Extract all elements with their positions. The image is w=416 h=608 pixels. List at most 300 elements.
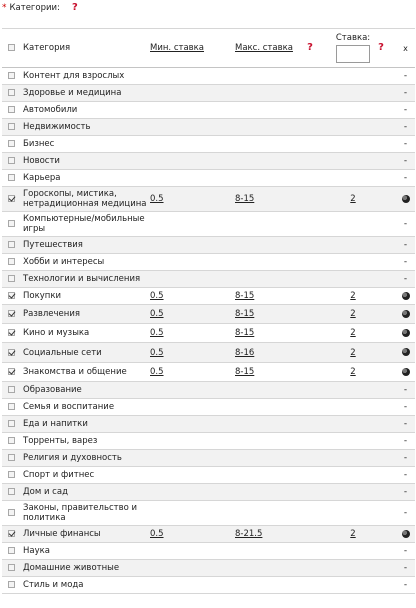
spacer-cell (376, 237, 396, 254)
dash-marker: - (403, 453, 408, 463)
table-row[interactable] (2, 560, 415, 577)
spacer-cell (376, 450, 396, 467)
min-bid-cell (150, 305, 235, 324)
min-bid-cell (150, 433, 235, 450)
bid-cell (330, 324, 376, 343)
row-checkbox-cell (2, 288, 19, 305)
spacer-cell (376, 416, 396, 433)
min-bid-cell (150, 467, 235, 484)
spacer-cell (305, 271, 330, 288)
row-end-cell (396, 136, 415, 153)
category-checkbox[interactable] (8, 310, 15, 317)
spacer-cell (376, 212, 396, 237)
table-row[interactable] (2, 363, 415, 382)
spacer-cell (305, 433, 330, 450)
row-checkbox-cell (2, 85, 19, 102)
max-bid-cell (235, 484, 305, 501)
spacer-cell (376, 102, 396, 119)
dash-marker: - (403, 105, 408, 115)
category-checkbox[interactable] (8, 437, 15, 444)
dash-marker: - (403, 508, 408, 518)
category-checkbox[interactable] (8, 157, 15, 164)
category-checkbox[interactable] (8, 258, 15, 265)
row-end-cell (396, 102, 415, 119)
max-bid-cell (235, 68, 305, 85)
globe-icon[interactable] (402, 195, 410, 203)
min-bid-cell (150, 170, 235, 187)
min-bid-cell (150, 237, 235, 254)
spacer-cell (305, 212, 330, 237)
row-checkbox-cell (2, 363, 19, 382)
spacer-cell (305, 501, 330, 526)
category-checkbox[interactable] (8, 241, 15, 248)
max-bid-cell (235, 136, 305, 153)
dash-marker: - (403, 219, 408, 229)
header-help (305, 29, 330, 68)
bid-link[interactable]: 2 (350, 529, 356, 539)
table-row[interactable] (2, 305, 415, 324)
bid-cell (330, 305, 376, 324)
category-name: Компьютерные/мобильные игры (19, 212, 150, 237)
row-end-cell (396, 324, 415, 343)
bid-cell (330, 543, 376, 560)
header-remove[interactable]: x (396, 29, 415, 68)
table-row[interactable] (2, 119, 415, 136)
table-row[interactable] (2, 288, 415, 305)
bid-cell (330, 433, 376, 450)
category-name: Личные финансы (19, 526, 150, 543)
bid-link[interactable]: 2 (350, 194, 356, 204)
category-checkbox[interactable] (8, 106, 15, 113)
category-name: Домашние животные (19, 560, 150, 577)
max-bid-cell (235, 543, 305, 560)
row-checkbox-cell (2, 467, 19, 484)
bid-cell (330, 237, 376, 254)
max-bid-cell (235, 212, 305, 237)
bid-all-input[interactable] (336, 45, 370, 63)
spacer-cell (376, 254, 396, 271)
spacer-cell (376, 119, 396, 136)
min-bid-cell (150, 271, 235, 288)
max-bid-cell (235, 399, 305, 416)
row-end-cell (396, 501, 415, 526)
table-row[interactable] (2, 399, 415, 416)
spacer-cell (376, 170, 396, 187)
row-checkbox-cell (2, 577, 19, 594)
table-row[interactable] (2, 501, 415, 526)
max-bid-cell (235, 433, 305, 450)
table-row[interactable] (2, 382, 415, 399)
table-row[interactable] (2, 416, 415, 433)
dash-marker: - (403, 487, 408, 497)
dash-marker: - (403, 580, 408, 590)
category-name: Развлечения (19, 305, 150, 324)
max-bid-cell (235, 102, 305, 119)
min-bid-link[interactable]: 0.5 (150, 291, 164, 301)
header-min-bid (150, 29, 235, 68)
spacer-cell (305, 484, 330, 501)
dash-marker: - (403, 419, 408, 429)
spacer-cell (376, 271, 396, 288)
category-checkbox[interactable] (8, 292, 15, 299)
row-checkbox-cell (2, 170, 19, 187)
header-max-bid (235, 29, 305, 68)
row-checkbox-cell (2, 305, 19, 324)
category-checkbox[interactable] (8, 547, 15, 554)
header-bid (330, 29, 376, 68)
max-bid-cell (235, 288, 305, 305)
spacer-cell (376, 543, 396, 560)
help-icon[interactable]: ? (378, 42, 384, 53)
category-checkbox[interactable] (8, 471, 15, 478)
bid-link[interactable]: 2 (350, 309, 356, 319)
category-name: Наука (19, 543, 150, 560)
row-checkbox-cell (2, 484, 19, 501)
max-bid-link[interactable]: 8-15 (235, 194, 255, 204)
row-end-cell (396, 187, 415, 212)
row-checkbox-cell (2, 187, 19, 212)
row-checkbox-cell (2, 543, 19, 560)
min-bid-cell (150, 288, 235, 305)
max-bid-cell (235, 187, 305, 212)
spacer-cell (305, 526, 330, 543)
max-bid-cell (235, 560, 305, 577)
table-row[interactable] (2, 271, 415, 288)
max-bid-cell (235, 324, 305, 343)
bid-cell (330, 153, 376, 170)
max-bid-cell (235, 271, 305, 288)
row-checkbox-cell (2, 399, 19, 416)
dash-marker: - (403, 139, 408, 149)
globe-icon[interactable] (402, 292, 410, 300)
min-bid-cell (150, 187, 235, 212)
min-bid-cell (150, 254, 235, 271)
spacer-cell (376, 526, 396, 543)
table-row[interactable] (2, 212, 415, 237)
row-end-cell (396, 153, 415, 170)
row-checkbox-cell (2, 343, 19, 363)
spacer-cell (305, 382, 330, 399)
table-row[interactable] (2, 170, 415, 187)
category-checkbox[interactable] (8, 386, 15, 393)
category-checkbox[interactable] (8, 140, 15, 147)
min-bid-cell (150, 102, 235, 119)
max-bid-cell (235, 254, 305, 271)
row-end-cell (396, 343, 415, 363)
categories-label: Категории: (9, 3, 60, 13)
spacer-cell (376, 501, 396, 526)
spacer-cell (305, 254, 330, 271)
max-bid-cell (235, 382, 305, 399)
table-row[interactable] (2, 577, 415, 594)
max-bid-link[interactable]: 8-16 (235, 347, 255, 358)
category-name: Карьера (19, 170, 150, 187)
min-bid-cell (150, 324, 235, 343)
bid-cell (330, 467, 376, 484)
spacer-cell (376, 577, 396, 594)
spacer-cell (376, 433, 396, 450)
spacer-cell (305, 85, 330, 102)
table-row[interactable] (2, 324, 415, 343)
help-icon[interactable]: ? (72, 2, 78, 13)
min-bid-cell (150, 119, 235, 136)
bid-cell (330, 343, 376, 363)
spacer-cell (376, 68, 396, 85)
max-bid-link[interactable]: 8-15 (235, 309, 255, 319)
max-bid-cell (235, 501, 305, 526)
category-checkbox[interactable] (8, 403, 15, 410)
category-name: Стиль и мода (19, 577, 150, 594)
min-bid-cell (150, 450, 235, 467)
dash-marker: - (403, 436, 408, 446)
min-bid-link[interactable]: 0.5 (150, 194, 164, 204)
dash-marker: - (403, 257, 408, 267)
spacer-cell (376, 343, 396, 363)
category-name: Семья и воспитание (19, 399, 150, 416)
row-checkbox-cell (2, 526, 19, 543)
globe-icon[interactable] (402, 368, 410, 376)
min-bid-cell (150, 363, 235, 382)
category-name: Кино и музыка (19, 324, 150, 343)
category-checkbox[interactable] (8, 488, 15, 495)
bid-link[interactable]: 2 (350, 291, 356, 301)
table-row[interactable] (2, 187, 415, 212)
header-bid-help (376, 29, 396, 68)
row-end-cell (396, 212, 415, 237)
category-checkbox[interactable] (8, 72, 15, 79)
spacer-cell (376, 382, 396, 399)
select-all-cell (2, 29, 19, 68)
select-all-checkbox[interactable] (8, 44, 15, 51)
min-bid-link[interactable]: 0.5 (150, 309, 164, 319)
row-checkbox-cell (2, 237, 19, 254)
bid-cell (330, 416, 376, 433)
row-checkbox-cell (2, 271, 19, 288)
category-checkbox[interactable] (8, 581, 15, 588)
max-bid-link[interactable]: 8-21.5 (235, 529, 263, 539)
max-bid-cell (235, 237, 305, 254)
category-name: Торренты, варез (19, 433, 150, 450)
table-row[interactable] (2, 526, 415, 543)
row-end-cell (396, 433, 415, 450)
dash-marker: - (403, 122, 408, 132)
row-checkbox-cell (2, 450, 19, 467)
dash-marker: - (403, 240, 408, 250)
header-category: Категория (19, 29, 150, 68)
max-bid-cell (235, 343, 305, 363)
row-end-cell (396, 467, 415, 484)
categories-table (2, 28, 415, 594)
row-end-cell (396, 450, 415, 467)
spacer-cell (305, 288, 330, 305)
table-row[interactable] (2, 237, 415, 254)
category-checkbox[interactable] (8, 89, 15, 96)
table-row[interactable] (2, 136, 415, 153)
spacer-cell (305, 399, 330, 416)
min-bid-cell (150, 543, 235, 560)
row-end-cell (396, 271, 415, 288)
categories-heading (2, 2, 80, 14)
category-checkbox[interactable] (8, 564, 15, 571)
bid-link[interactable]: 2 (350, 367, 356, 377)
table-row[interactable] (2, 450, 415, 467)
table-row[interactable] (2, 467, 415, 484)
bid-cell (330, 136, 376, 153)
categories-body (2, 68, 415, 594)
category-name: Хобби и интересы (19, 254, 150, 271)
spacer-cell (376, 136, 396, 153)
category-name: Религия и духовность (19, 450, 150, 467)
category-checkbox[interactable] (8, 123, 15, 130)
row-end-cell (396, 288, 415, 305)
globe-icon[interactable] (402, 310, 410, 318)
row-end-cell (396, 416, 415, 433)
category-name: Знакомства и общение (19, 363, 150, 382)
min-bid-link[interactable]: 0.5 (150, 328, 164, 338)
category-checkbox[interactable] (8, 174, 15, 181)
row-end-cell (396, 526, 415, 543)
spacer-cell (305, 68, 330, 85)
row-end-cell (396, 577, 415, 594)
min-bid-cell (150, 484, 235, 501)
row-end-cell (396, 254, 415, 271)
min-bid-link[interactable]: 0.5 (150, 347, 164, 358)
bid-cell (330, 68, 376, 85)
row-checkbox-cell (2, 119, 19, 136)
spacer-cell (376, 288, 396, 305)
max-bid-link[interactable]: 8-15 (235, 291, 255, 301)
min-bid-cell (150, 153, 235, 170)
bid-cell (330, 212, 376, 237)
row-checkbox-cell (2, 254, 19, 271)
min-bid-cell (150, 560, 235, 577)
category-checkbox[interactable] (8, 509, 15, 516)
required-mark: * (2, 3, 7, 13)
row-end-cell (396, 484, 415, 501)
dash-marker: - (403, 385, 408, 395)
row-end-cell (396, 305, 415, 324)
globe-icon[interactable] (402, 329, 410, 337)
dash-marker: - (403, 546, 408, 556)
spacer-cell (305, 119, 330, 136)
min-bid-cell (150, 526, 235, 543)
bid-cell (330, 560, 376, 577)
max-bid-cell (235, 153, 305, 170)
bid-link[interactable]: 2 (350, 328, 356, 338)
help-icon[interactable]: ? (307, 42, 313, 53)
sort-max-bid-link[interactable]: Макс. ставка (235, 43, 293, 53)
table-row[interactable] (2, 343, 415, 363)
category-checkbox[interactable] (8, 349, 15, 356)
spacer-cell (305, 577, 330, 594)
spacer-cell (305, 102, 330, 119)
max-bid-cell (235, 119, 305, 136)
bid-cell (330, 119, 376, 136)
max-bid-link[interactable]: 8-15 (235, 328, 255, 338)
bid-label: Ставка: (335, 33, 371, 43)
bid-cell (330, 577, 376, 594)
table-row[interactable] (2, 102, 415, 119)
min-bid-cell (150, 68, 235, 85)
bid-cell (330, 363, 376, 382)
min-bid-link[interactable]: 0.5 (150, 529, 164, 539)
bid-link[interactable]: 2 (350, 347, 356, 358)
bid-cell (330, 102, 376, 119)
category-checkbox[interactable] (8, 195, 15, 202)
dash-marker: - (403, 563, 408, 573)
category-checkbox[interactable] (8, 530, 15, 537)
row-end-cell (396, 382, 415, 399)
row-end-cell (396, 543, 415, 560)
bid-cell (330, 288, 376, 305)
spacer-cell (305, 416, 330, 433)
dash-marker: - (403, 470, 408, 480)
category-checkbox[interactable] (8, 368, 15, 375)
category-name: Автомобили (19, 102, 150, 119)
category-checkbox[interactable] (8, 275, 15, 282)
row-checkbox-cell (2, 136, 19, 153)
table-row[interactable] (2, 254, 415, 271)
category-checkbox[interactable] (8, 420, 15, 427)
category-name: Контент для взрослых (19, 68, 150, 85)
category-checkbox[interactable] (8, 220, 15, 227)
spacer-cell (305, 543, 330, 560)
spacer-cell (305, 450, 330, 467)
spacer-cell (376, 399, 396, 416)
table-row[interactable] (2, 153, 415, 170)
bid-cell (330, 85, 376, 102)
min-bid-cell (150, 416, 235, 433)
row-end-cell (396, 85, 415, 102)
category-name: Бизнес (19, 136, 150, 153)
sort-min-bid-link[interactable]: Мин. ставка (150, 43, 205, 53)
category-name: Образование (19, 382, 150, 399)
min-bid-link[interactable]: 0.5 (150, 367, 164, 377)
row-checkbox-cell (2, 324, 19, 343)
dash-marker: - (403, 156, 408, 166)
globe-icon[interactable] (402, 348, 410, 356)
table-row[interactable] (2, 68, 415, 85)
dash-marker: - (403, 71, 408, 81)
row-end-cell (396, 68, 415, 85)
bid-cell (330, 501, 376, 526)
category-name: Социальные сети (19, 343, 150, 363)
category-checkbox[interactable] (8, 329, 15, 336)
max-bid-link[interactable]: 8-15 (235, 367, 255, 377)
bid-cell (330, 254, 376, 271)
spacer-cell (376, 187, 396, 212)
category-name: Дом и сад (19, 484, 150, 501)
spacer-cell (305, 305, 330, 324)
table-row[interactable] (2, 484, 415, 501)
table-row[interactable] (2, 85, 415, 102)
category-checkbox[interactable] (8, 454, 15, 461)
category-name: Недвижимость (19, 119, 150, 136)
row-checkbox-cell (2, 102, 19, 119)
table-row[interactable] (2, 543, 415, 560)
row-checkbox-cell (2, 68, 19, 85)
dash-marker: - (403, 402, 408, 412)
row-end-cell (396, 363, 415, 382)
bid-cell (330, 450, 376, 467)
min-bid-cell (150, 382, 235, 399)
max-bid-cell (235, 363, 305, 382)
table-row[interactable] (2, 433, 415, 450)
globe-icon[interactable] (402, 530, 410, 538)
max-bid-cell (235, 526, 305, 543)
bid-cell (330, 526, 376, 543)
min-bid-cell (150, 501, 235, 526)
